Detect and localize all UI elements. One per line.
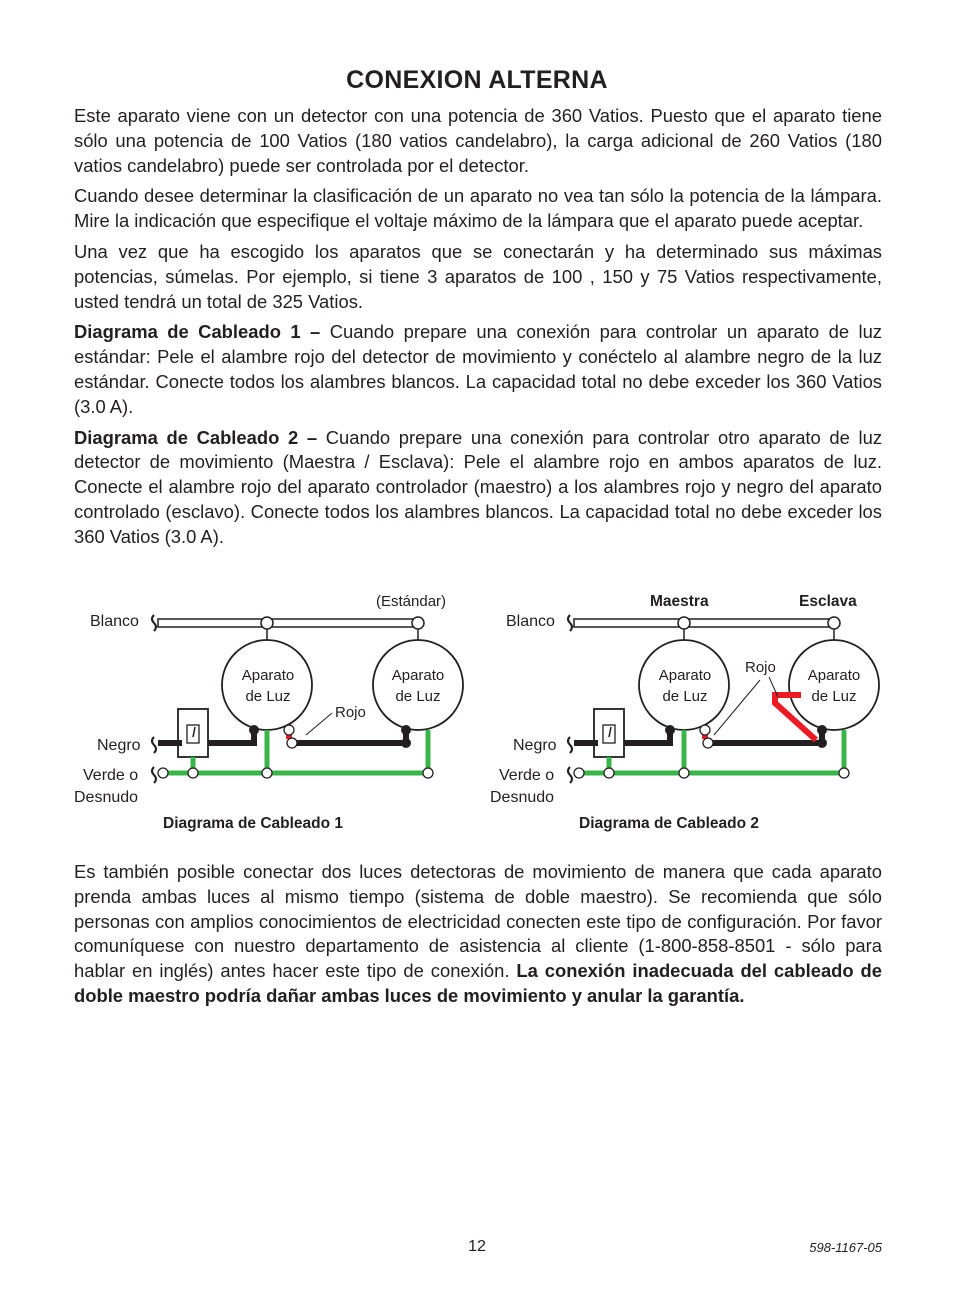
- paragraph-5-body: Cuando prepare una conexión para controlar otro aparato de luz detector de movimiento (Maestra / Esclava): Pele el alambre rojo en ambos aparatos de luz. Conecte el alambre rojo del aparato controlador (maestro) a los alambres rojo y negro del aparato controlado (esclavo). Conecte todos los alambres blancos. La capacidad total no debe exceder los 360 Vatios (3.0 A).: [74, 426, 883, 547]
- page-number: 12: [468, 1238, 486, 1255]
- white-wire: [574, 619, 836, 627]
- white-wire: [158, 619, 420, 627]
- paragraph-4-body: Cuando prepare una conexión para controlar un aparato de luz estándar: Pele el alambre rojo del detector de movimiento y conéctelo al alambre negro de la luz estándar. Conecte todos los alambres blancos. La capacidad total no debe exceder los 360 Vatios (3.0 A).: [74, 321, 882, 417]
- fixture-master-line-1: Aparato: [658, 667, 712, 684]
- fixture-master-line-2: de Luz: [662, 688, 708, 705]
- paragraph-1: Este aparato viene con un detector con una potencia de 360 Vatios. Puesto que el aparato tiene sólo una potencia de 100 Vatios (180 vatios candelabro), la carga adicional de 260 Vatios (180 vatios candelabro) puede ser controlada por el detector.: [74, 105, 882, 176]
- label-master: Maestra: [650, 593, 709, 610]
- terminal: [261, 617, 273, 629]
- fixture-left-line-1: Aparato: [241, 667, 295, 684]
- paragraph-3: Una vez que ha escogido los aparatos que se conectarán y ha determinado sus máximas potencias, súmelas. Por ejemplo, si tiene 3 aparatos de 100 , 150 y 75 Vatios respectivamente, usted tendrá un total de 325 Vatios.: [74, 240, 882, 312]
- caption-2: Diagrama de Cableado 2: [579, 815, 760, 832]
- label-slave: Esclava: [799, 593, 857, 610]
- wire-end-icon: [152, 615, 156, 631]
- intro-text: [74, 104, 882, 556]
- label-green-2: Desnudo: [490, 789, 555, 806]
- label-red: Rojo: [745, 659, 776, 676]
- wiring-diagram-1: [70, 585, 470, 840]
- document-number: 598-1167-05: [809, 1240, 882, 1255]
- paragraph-2: Cuando desee determinar la clasificación de un aparato no vea tan sólo la potencia de la lámpara. Mire la indicación que especifique el voltaje máximo de la lámpara que el aparato puede aceptar.: [74, 185, 882, 232]
- page-title: CONEXION ALTERNA: [346, 66, 608, 94]
- fixture-slave: [789, 640, 879, 730]
- wire-end-icon: [568, 615, 572, 631]
- caption-1: Diagrama de Cableado 1: [163, 815, 344, 832]
- black-wire: [208, 730, 254, 743]
- terminal: [412, 617, 424, 629]
- label-white: Blanco: [506, 613, 555, 630]
- wiring-diagram-2: [486, 585, 886, 840]
- fixture-right-line-1: Aparato: [391, 667, 445, 684]
- paragraph-4-lead: Diagrama de Cableado 1 –: [74, 321, 330, 343]
- label-white: Blanco: [90, 613, 139, 630]
- paragraph-5-lead: Diagrama de Cableado 2 –: [74, 426, 326, 448]
- fixture-right-line-2: de Luz: [395, 688, 441, 705]
- label-black: Negro: [97, 737, 141, 754]
- label-green-2: Desnudo: [74, 789, 139, 806]
- label-red: Rojo: [335, 704, 366, 721]
- fixture-slave-line-2: de Luz: [811, 688, 857, 705]
- label-green-1: Verde o: [83, 767, 139, 784]
- paragraph-4: [74, 320, 882, 419]
- closing-paragraph: [74, 860, 882, 1009]
- closing-text: Es también posible conectar dos luces detectoras de movimiento de manera que cada aparato prenda ambas luces al mismo tiempo (sistema de doble maestro). Se recomienda que sólo personas con amplios conocimientos de electricidad conecten este tipo de configuración. Por favor comuníquese con nuestro departamento de asistencia al cliente (1-800-858-8501 - sólo para hablar en inglés) antes hacer este tipo de conexión.: [74, 861, 882, 982]
- label-standard: (Estándar): [376, 593, 447, 610]
- closing-warning: La conexión inadecuada del cableado de doble maestro podría dañar ambas luces de movimiento y anular la garantía.: [74, 960, 882, 1006]
- fixture-left: [222, 640, 312, 730]
- paragraph-5: [74, 426, 882, 550]
- fixture-right: [373, 640, 463, 730]
- fixture-master: [639, 640, 729, 730]
- label-green-1: Verde o: [499, 767, 555, 784]
- fixture-slave-line-1: Aparato: [807, 667, 861, 684]
- black-wire: [624, 730, 670, 743]
- label-black: Negro: [513, 737, 557, 754]
- fixture-left-line-2: de Luz: [245, 688, 291, 705]
